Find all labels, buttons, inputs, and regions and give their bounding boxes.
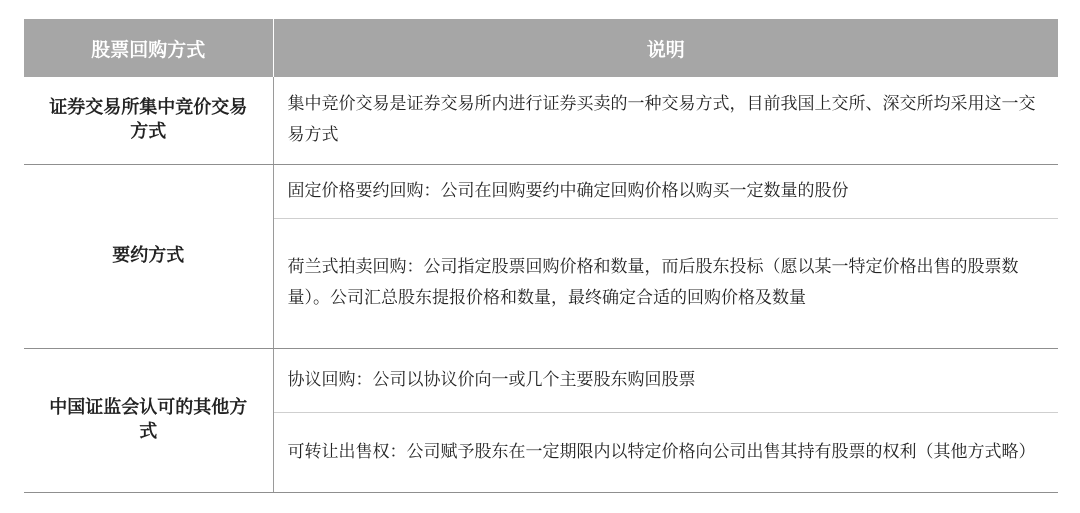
method-cell: 要约方式 — [24, 164, 273, 348]
description-cell: 固定价格要约回购：公司在回购要约中确定回购价格以购买一定数量的股份 — [273, 164, 1058, 218]
table-row — [24, 77, 1058, 164]
description-cell: 荷兰式拍卖回购：公司指定股票回购价格和数量，而后股东投标（愿以某一特定价格出售的股票数量）。公司汇总股东提报价格和数量，最终确定合适的回购价格及数量 — [273, 218, 1058, 348]
table-header-row — [24, 19, 1058, 77]
table-row — [24, 164, 1058, 218]
buyback-methods-table-container — [24, 19, 1058, 493]
header-method: 股票回购方式 — [24, 19, 273, 77]
description-cell: 协议回购：公司以协议价向一或几个主要股东购回股票 — [273, 348, 1058, 412]
table-row — [24, 348, 1058, 412]
description-cell: 可转让出售权：公司赋予股东在一定期限内以特定价格向公司出售其持有股票的权利（其他方式略） — [273, 412, 1058, 492]
description-cell: 集中竞价交易是证券交易所内进行证券买卖的一种交易方式，目前我国上交所、深交所均采用这一交易方式 — [273, 77, 1058, 164]
header-description: 说明 — [273, 19, 1058, 77]
method-cell: 中国证监会认可的其他方式 — [24, 348, 273, 492]
method-cell: 证券交易所集中竞价交易方式 — [24, 77, 273, 164]
buyback-methods-table — [24, 19, 1058, 493]
